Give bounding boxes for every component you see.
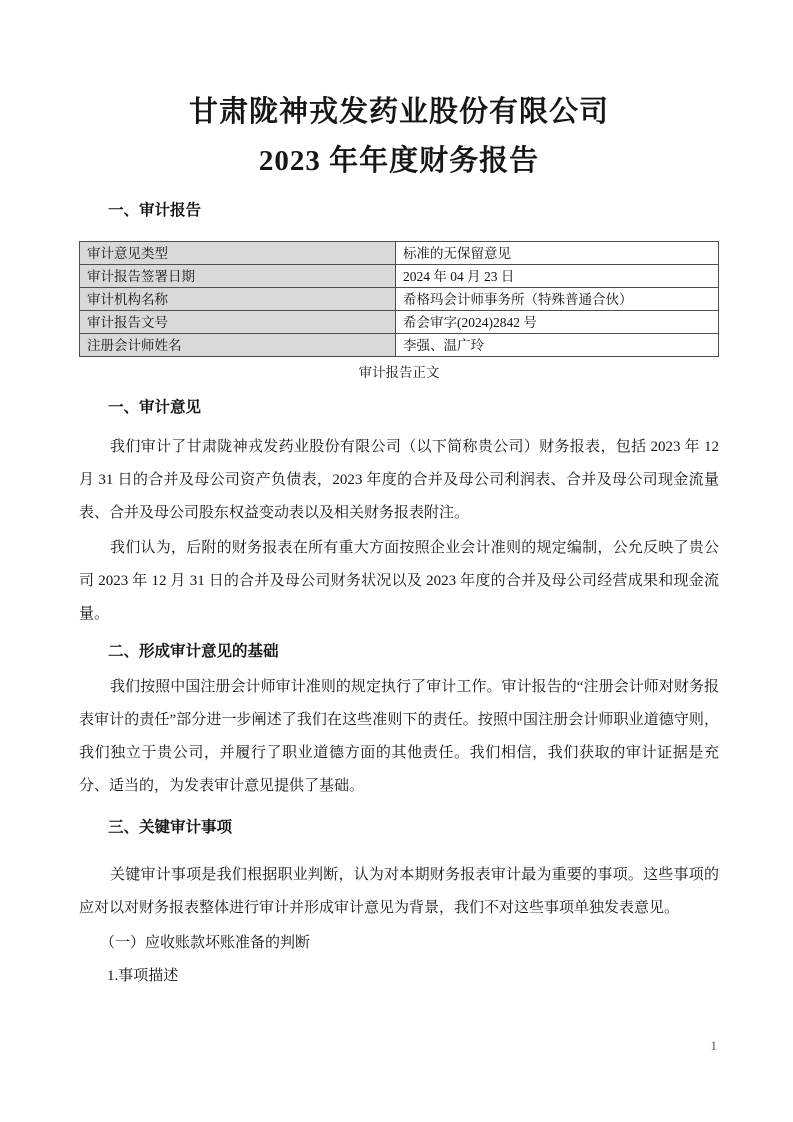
table-cell-value: 希格玛会计师事务所（特殊普通合伙） — [396, 288, 719, 311]
table-cell-label: 审计意见类型 — [80, 242, 396, 265]
table-cell-value: 李强、温广玲 — [396, 334, 719, 357]
table-row — [80, 311, 719, 334]
report-title-year: 2023 年年度财务报告 — [258, 145, 540, 177]
table-cell-label: 审计机构名称 — [80, 288, 396, 311]
table-cell-label: 审计报告文号 — [80, 311, 396, 334]
table-row — [80, 265, 719, 288]
table-row — [80, 334, 719, 357]
table-cell-value: 希会审字(2024)2842 号 — [396, 311, 719, 334]
table-row — [80, 242, 719, 265]
document-content — [79, 0, 719, 993]
report-body-caption: 审计报告正文 — [358, 365, 440, 380]
table-row — [80, 288, 719, 311]
key-matter-sub-heading: 1.事项描述 — [107, 968, 179, 984]
table-cell-label: 注册会计师姓名 — [80, 334, 396, 357]
table-cell-value: 2024 年 04 月 23 日 — [396, 265, 719, 288]
audit-summary-table — [79, 241, 719, 357]
heading-audit-report: 一、审计报告 — [108, 202, 202, 219]
page-number: 1 — [710, 1038, 717, 1053]
heading-basis-for-opinion: 二、形成审计意见的基础 — [108, 643, 279, 660]
paragraph-key-matters-1: 关键审计事项是我们根据职业判断，认为对本期财务报表审计最为重要的事项。这些事项的应对以对财务报表整体进行审计并形成审计意见为背景，我们不对这些事项单独发表意见。 — [79, 867, 719, 916]
paragraph-opinion-1: 我们审计了甘肃陇神戎发药业股份有限公司（以下简称贵公司）财务报表，包括 2023 年 12 月 31 日的合并及母公司资产负债表，2023 年度的合并及母公司利润表、合并及母公司现金流量表、合并及母公司股东权益变动表以及相关财务报表附注。 — [79, 439, 719, 521]
paragraph-opinion-2: 我们认为，后附的财务报表在所有重大方面按照企业会计准则的规定编制，公允反映了贵公司 2023 年 12 月 31 日的合并及母公司财务状况以及 2023 年度的合并及母公司经营成果和现金流量。 — [79, 540, 719, 622]
paragraph-basis-1: 我们按照中国注册会计师审计准则的规定执行了审计工作。审计报告的“注册会计师对财务报表审计的责任”部分进一步阐述了我们在这些准则下的责任。按照中国注册会计师职业道德守则，我们独立于贵公司，并履行了职业道德方面的其他责任。我们相信，我们获取的审计证据是充分、适当的，为发表审计意见提供了基础。 — [79, 679, 719, 794]
table-cell-label: 审计报告签署日期 — [80, 265, 396, 288]
key-matter-item-heading: （一）应收账款坏账准备的判断 — [100, 935, 311, 951]
heading-key-audit-matters: 三、关键审计事项 — [108, 819, 233, 836]
heading-audit-opinion: 一、审计意见 — [108, 399, 202, 416]
report-title-company: 甘肃陇神戎发药业股份有限公司 — [188, 96, 609, 128]
table-cell-value: 标准的无保留意见 — [396, 242, 719, 265]
